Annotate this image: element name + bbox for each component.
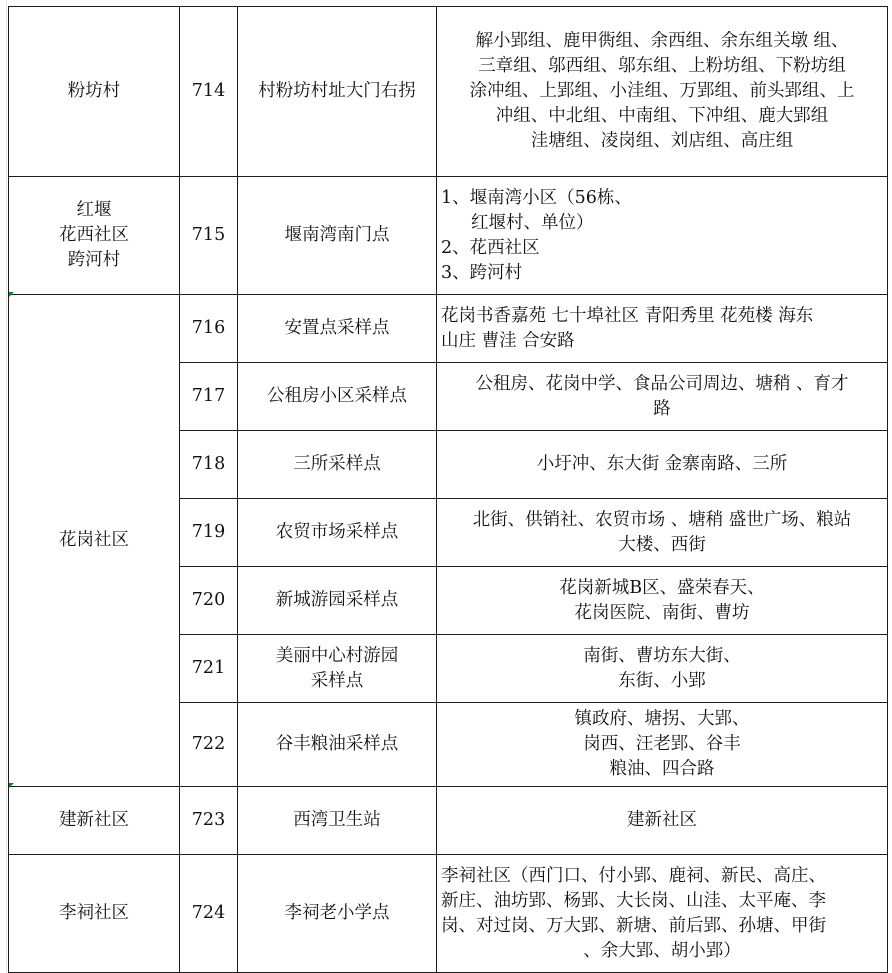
site-number: 718 xyxy=(191,454,226,474)
area-line: 花岗书香嘉苑 七十埠社区 青阳秀里 花苑楼 海东 xyxy=(441,305,814,326)
site-number-cell[interactable] xyxy=(180,855,238,973)
community-name: 花岗社区 xyxy=(59,530,129,550)
area-line: 山庄 曹洼 合安路 xyxy=(441,330,575,351)
site-name-cell[interactable] xyxy=(238,177,437,295)
area-line: 镇政府、塘拐、大郢、 xyxy=(574,709,750,729)
area-line: 路 xyxy=(653,398,671,419)
site-number: 717 xyxy=(191,386,226,406)
site-number-cell[interactable] xyxy=(180,7,238,177)
site-number: 716 xyxy=(191,318,226,338)
coverage-area-cell[interactable] xyxy=(437,431,888,499)
site-number: 715 xyxy=(191,225,226,245)
community-cell[interactable] xyxy=(9,295,180,787)
site-number-cell[interactable] xyxy=(180,177,238,295)
site-name-cell[interactable] xyxy=(238,787,437,855)
site-number-cell[interactable] xyxy=(180,431,238,499)
community-cell[interactable] xyxy=(9,7,180,177)
area-line: 冲组、中北组、中南组、下冲组、鹿大郢组 xyxy=(495,106,829,126)
area-line: 红堰村、单位） xyxy=(471,212,594,233)
table-row xyxy=(9,787,888,855)
coverage-area-cell[interactable] xyxy=(437,855,888,973)
area-line: 岗西、汪老郢、谷丰 xyxy=(583,734,741,754)
area-line: 南街、曹坊东大街、 xyxy=(583,645,741,666)
area-line: 三章组、邬西组、邬东组、上粉坊组、下粉坊组 xyxy=(478,56,846,76)
area-line: 涂冲组、上郢组、小洼组、万郢组、前头郢组、上 xyxy=(469,81,855,101)
grid-line xyxy=(6,0,7,973)
site-name-cell[interactable] xyxy=(238,295,437,363)
area-line: 李祠社区（西门口、付小郢、鹿祠、新民、高庄、 xyxy=(441,865,826,886)
area-line: 北街、供销社、农贸市场 、塘稍 盛世广场、粮站 xyxy=(472,509,852,530)
table-row xyxy=(9,177,888,295)
site-number-cell[interactable] xyxy=(180,635,238,703)
area-line: 花岗医院、南街、曹坊 xyxy=(574,602,750,623)
site-number-cell[interactable] xyxy=(180,567,238,635)
area-line: 大楼、西街 xyxy=(618,534,706,555)
area-line: 小圩冲、东大街 金寨南路、三所 xyxy=(536,454,788,474)
site-name: 李祠老小学点 xyxy=(284,903,390,923)
site-name: 西湾卫生站 xyxy=(293,810,381,830)
coverage-area-cell[interactable] xyxy=(437,499,888,567)
site-name: 谷丰粮油采样点 xyxy=(275,734,399,754)
community-name: 粉坊村 xyxy=(67,81,121,101)
community-name: 红堰 xyxy=(76,200,112,220)
area-line: 公租房、花岗中学、食品公司周边、塘稍 、育才 xyxy=(475,373,849,394)
community-cell[interactable] xyxy=(9,177,180,295)
area-line: 3、跨河村 xyxy=(441,262,523,283)
coverage-area-cell[interactable] xyxy=(437,787,888,855)
site-number: 720 xyxy=(191,590,226,610)
community-name: 李祠社区 xyxy=(59,903,129,923)
site-number-cell[interactable] xyxy=(180,499,238,567)
site-name-cell[interactable] xyxy=(238,7,437,177)
community-cell[interactable] xyxy=(9,787,180,855)
sampling-sites-table xyxy=(8,6,888,973)
area-line: 花岗新城B区、盛荣春天、 xyxy=(559,577,765,598)
area-line: 解小郢组、鹿甲衖组、余西组、余东组关墩 组、 xyxy=(475,31,849,51)
cell-comment-marker xyxy=(9,783,14,788)
site-name: 采样点 xyxy=(310,670,364,691)
site-number: 722 xyxy=(191,734,226,754)
area-line: 东街、小郢 xyxy=(618,670,706,691)
site-name-cell[interactable] xyxy=(238,635,437,703)
area-line: 建新社区 xyxy=(627,810,697,830)
site-name: 公租房小区采样点 xyxy=(267,386,407,406)
area-line: 岗、对过岗、万大郢、新塘、前后郢、孙塘、甲街 xyxy=(441,915,826,936)
site-number-cell[interactable] xyxy=(180,703,238,787)
site-name: 三所采样点 xyxy=(293,454,381,474)
area-line: 粮油、四合路 xyxy=(609,759,715,779)
community-name: 花西社区 xyxy=(59,225,129,245)
community-name: 建新社区 xyxy=(59,810,129,830)
area-line: 新庄、油坊郢、杨郢、大长岗、山洼、太平庵、李 xyxy=(441,890,826,911)
site-name: 新城游园采样点 xyxy=(275,590,399,610)
site-name-cell[interactable] xyxy=(238,363,437,431)
community-cell[interactable] xyxy=(9,855,180,973)
site-number: 724 xyxy=(191,903,226,923)
site-name: 农贸市场采样点 xyxy=(275,522,399,542)
coverage-area-cell[interactable] xyxy=(437,567,888,635)
site-number: 721 xyxy=(191,658,226,678)
table-row xyxy=(9,855,888,973)
area-line: 洼塘组、凌岗组、刘店组、高庄组 xyxy=(530,131,794,151)
site-number-cell[interactable] xyxy=(180,295,238,363)
site-number: 719 xyxy=(191,522,226,542)
site-name-cell[interactable] xyxy=(238,431,437,499)
table-row xyxy=(9,7,888,177)
coverage-area-cell[interactable] xyxy=(437,635,888,703)
community-name: 跨河村 xyxy=(67,250,121,270)
site-name-cell[interactable] xyxy=(238,703,437,787)
cell-comment-marker xyxy=(9,292,14,297)
site-number: 723 xyxy=(191,810,226,830)
site-number-cell[interactable] xyxy=(180,363,238,431)
site-number: 714 xyxy=(191,81,226,101)
area-line: 、余大郢、胡小郢） xyxy=(583,940,741,961)
coverage-area-cell[interactable] xyxy=(437,703,888,787)
site-name: 堰南湾南门点 xyxy=(284,225,390,245)
site-name-cell[interactable] xyxy=(238,855,437,973)
site-name-cell[interactable] xyxy=(238,499,437,567)
site-name: 美丽中心村游园 xyxy=(275,645,399,666)
coverage-area-cell[interactable] xyxy=(437,177,888,295)
site-number-cell[interactable] xyxy=(180,787,238,855)
table-row xyxy=(9,295,888,363)
area-line: 2、花西社区 xyxy=(441,237,540,258)
coverage-area-cell[interactable] xyxy=(437,7,888,177)
site-name-cell[interactable] xyxy=(238,567,437,635)
site-name: 安置点采样点 xyxy=(284,318,390,338)
area-line: 1、堰南湾小区（56栋、 xyxy=(441,187,632,208)
coverage-area-cell[interactable] xyxy=(437,363,888,431)
coverage-area-cell[interactable] xyxy=(437,295,888,363)
site-name: 村粉坊村址大门右拐 xyxy=(258,81,416,101)
